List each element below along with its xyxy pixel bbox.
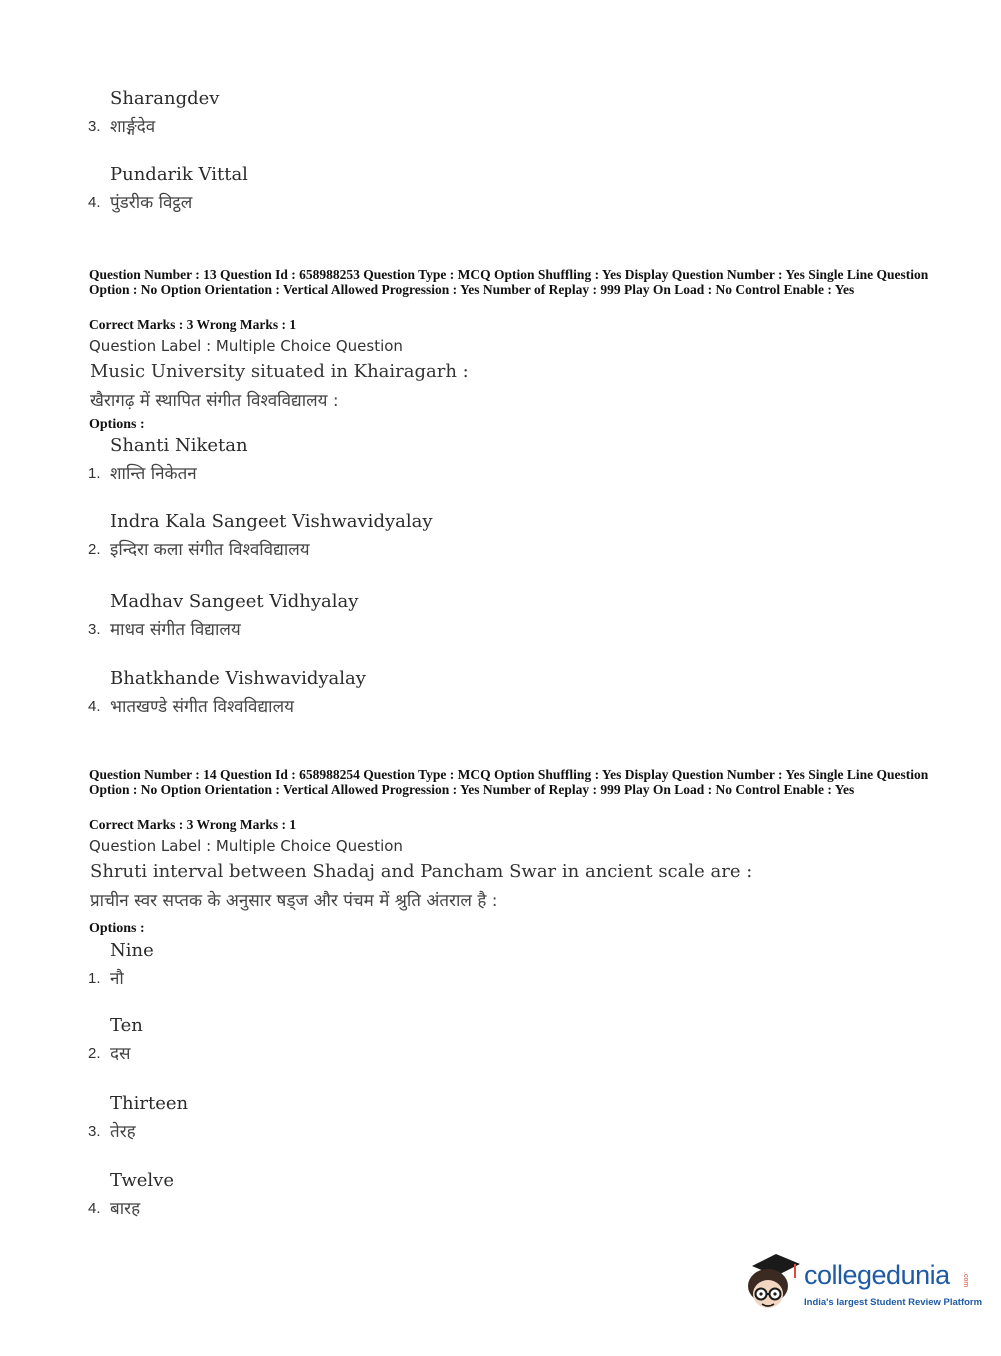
option-english: Shanti Niketan (110, 435, 248, 456)
option-number: 3. (88, 621, 101, 638)
logo-suffix: .com (962, 1272, 969, 1288)
option-english: Indra Kala Sangeet Vishwavidyalay (110, 511, 433, 532)
option-number: 4. (88, 698, 101, 715)
option-hindi: नौ (110, 969, 124, 989)
collegedunia-logo[interactable] (742, 1250, 983, 1320)
question-13-marks: Correct Marks : 3 Wrong Marks : 1 (89, 317, 297, 332)
option-number: 3. (88, 1123, 101, 1140)
mascot-icon (742, 1250, 802, 1316)
question-13-text-english: Music University situated in Khairagarh : (90, 361, 469, 382)
option-english: Thirteen (110, 1093, 189, 1114)
question-14-text-english: Shruti interval between Shadaj and Pancham Swar in ancient scale are : (90, 861, 753, 882)
option-english: Nine (110, 940, 154, 961)
option-hindi: दस (110, 1044, 131, 1064)
option-hindi: तेरह (110, 1122, 136, 1142)
option-english: Ten (110, 1015, 143, 1036)
question-14-meta: Question Number : 14 Question Id : 658988254 Question Type : MCQ Option Shuffling : Yes Display Question Number : Yes Single Line Question Option : No Option Orientation : Vertical Allowed Progression : Yes Number of Replay : 999 Play On Load : No Control Enable : Yes (89, 767, 929, 797)
question-14-label: Question Label : Multiple Choice Question (89, 837, 403, 855)
question-13-text-hindi: खैरागढ़ में स्थापित संगीत विश्वविद्यालय : (90, 391, 339, 411)
question-13-options-heading: Options : (89, 417, 145, 432)
option-number: 4. (88, 1200, 101, 1217)
option-english: Bhatkhande Vishwavidyalay (110, 668, 366, 689)
option-hindi: माधव संगीत विद्यालय (110, 620, 241, 640)
question-13-meta: Question Number : 13 Question Id : 658988253 Question Type : MCQ Option Shuffling : Yes Display Question Number : Yes Single Line Question Option : No Option Orientation : Vertical Allowed Progression : Yes Number of Replay : 999 Play On Load : No Control Enable : Yes (89, 267, 929, 297)
option-number: 3. (88, 118, 101, 135)
question-14-options-heading: Options : (89, 921, 145, 936)
option-number: 1. (88, 465, 101, 482)
option-number: 2. (88, 1045, 101, 1062)
option-english: Pundarik Vittal (110, 164, 248, 185)
logo-tagline: India's largest Student Review Platform (804, 1297, 983, 1308)
option-hindi: शान्ति निकेतन (110, 464, 197, 484)
option-number: 4. (88, 194, 101, 211)
option-english: Twelve (110, 1170, 175, 1191)
question-13-label: Question Label : Multiple Choice Question (89, 337, 403, 355)
option-number: 2. (88, 541, 101, 558)
logo-wordmark: collegedunia (804, 1260, 950, 1290)
option-hindi: शार्ङ्गदेव (110, 117, 156, 137)
option-hindi: इन्दिरा कला संगीत विश्वविद्यालय (110, 540, 310, 560)
question-14-marks: Correct Marks : 3 Wrong Marks : 1 (89, 817, 297, 832)
option-number: 1. (88, 970, 101, 987)
option-english: Sharangdev (110, 88, 220, 109)
option-hindi: बारह (110, 1199, 141, 1219)
option-hindi: भातखण्डे संगीत विश्वविद्यालय (110, 697, 294, 717)
option-english: Madhav Sangeet Vidhyalay (110, 591, 359, 612)
option-hindi: पुंडरीक विट्ठल (110, 193, 193, 213)
question-14-text-hindi: प्राचीन स्वर सप्तक के अनुसार षड्ज और पंचम में श्रुति अंतराल है : (90, 891, 498, 911)
